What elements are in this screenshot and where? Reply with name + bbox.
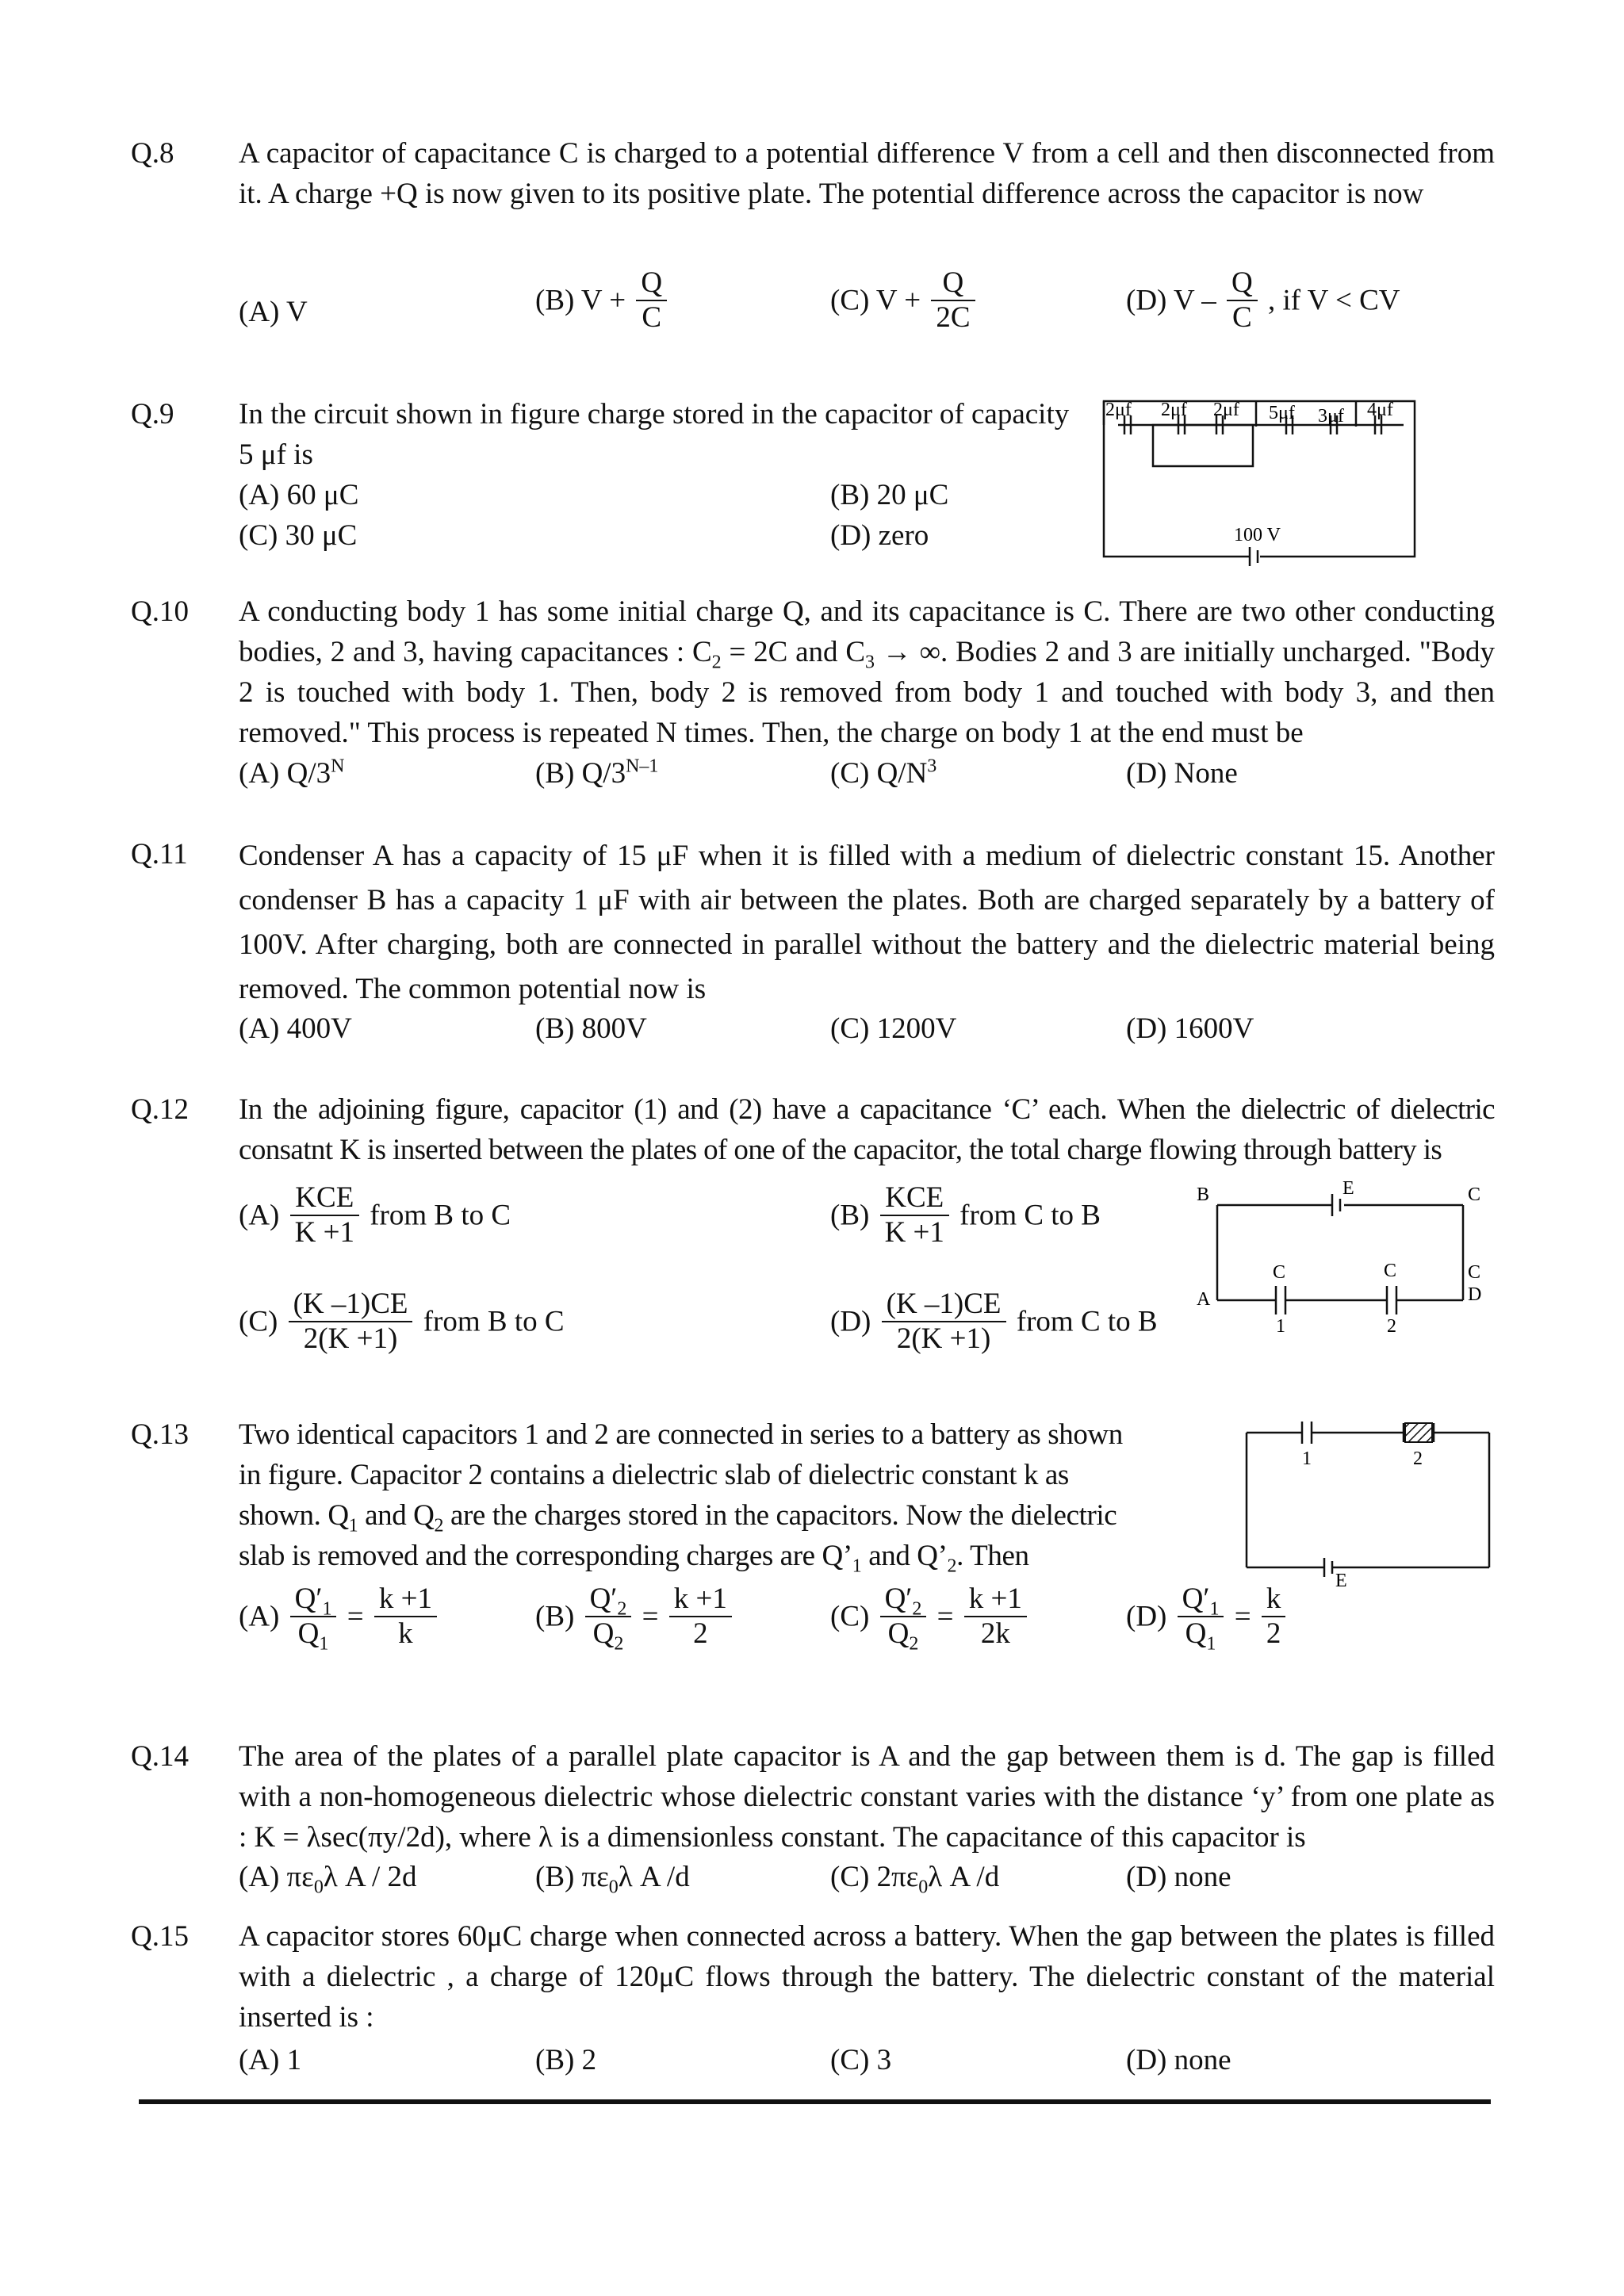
question-text: A conducting body 1 has some initial charge Q, and its capacitance is C. There are two other conducting bodies, 2 and 3, having capacitances : $C_2 = 2C$ and $C_3$ → ∞. Bodies 2 and 3 are initially uncharged. "Body 2 is touched with body 1. Then, body 2 is removed from body 1 and touched with body 3, and then removed." This process is repeated N times. Then, the charge on body 1 at the end must be xyxy=(239,595,1495,749)
node-label: D xyxy=(1468,1284,1482,1305)
option-d: (D) $\frac{Q'_1}{Q_1}$ = $\frac{k}{2}$ xyxy=(1126,1582,1289,1651)
cap-label: 2μf xyxy=(1213,400,1239,420)
option-d: (D) 1600V xyxy=(1126,1012,1254,1045)
option-c: (C) 30 μC xyxy=(239,519,358,552)
option-b: (B) $Q/3^{N-1}$ xyxy=(535,756,659,790)
option-d: (D) $\frac{(K -1)CE}{2(K +1)}$ from C to B xyxy=(830,1288,1158,1355)
cap-label: 2μf xyxy=(1105,400,1132,420)
question-number: Q.9 xyxy=(131,398,174,430)
option-c: (C) $\frac{(K -1)CE}{2(K +1)}$ from B to C xyxy=(239,1288,565,1355)
option-a: (A) 400V xyxy=(239,1012,352,1045)
circuit-figure-q13 xyxy=(1237,1415,1499,1591)
node-label: C xyxy=(1468,1184,1481,1205)
cap-label: C xyxy=(1384,1261,1397,1281)
fraction: $\frac{Q}{C}$ xyxy=(636,266,667,335)
cap-number: 2 xyxy=(1387,1316,1396,1337)
option-c: (C) $Q/N^3$ xyxy=(830,756,937,790)
question-text: In the circuit shown in figure charge stored in the capacitor of capacity 5 μf is xyxy=(239,398,1070,471)
option-c: (C) $2\pi\varepsilon_0\lambda$ A /d xyxy=(830,1861,1000,1898)
option-b: (B) $\frac{Q'_2}{Q_2}$ = $\frac{k +1}{2}$ xyxy=(535,1582,735,1651)
option-a: (A) $\pi\varepsilon_0\lambda$ A / 2d xyxy=(239,1861,417,1898)
battery-label: E xyxy=(1342,1178,1354,1199)
question-number: Q.11 xyxy=(131,838,188,871)
circuit-figure-q12 xyxy=(1193,1178,1503,1348)
cap-number: 1 xyxy=(1302,1448,1312,1469)
question-text: The area of the plates of a parallel plate capacitor is A and the gap between them is d. The gap is filled with a non-homogeneous dielectric whose dielectric constant varies with the distance ‘y’ from one plate as : K = λsec(πy/2d), where λ is a dimensionless constant. The capacitance of this capacitor is xyxy=(239,1740,1495,1854)
option-d: (D) none xyxy=(1126,1861,1231,1893)
question-text: Two identical capacitors 1 and 2 are connected in series to a battery as shown in figure. Capacitor 2 contains a dielectric slab of dielectric constant k as shown. $Q_1$ and $Q_2$ are the charges stored in the capacitors. Now the dielectric slab is removed and the corresponding charges are $Q’_1$ and $Q’_2$. Then xyxy=(239,1418,1123,1577)
option-b: (B) $\pi\varepsilon_0\lambda$ A /d xyxy=(535,1861,690,1898)
option-d: (D) zero xyxy=(830,519,929,552)
option-c: (C) 1200V xyxy=(830,1012,957,1045)
node-label: B xyxy=(1197,1184,1210,1205)
question-number: Q.14 xyxy=(131,1740,189,1773)
cap-number: 1 xyxy=(1276,1316,1285,1337)
cap-label: 5μf xyxy=(1269,403,1295,423)
option-b: (B) 800V xyxy=(535,1012,647,1045)
option-b: (B) 2 xyxy=(535,2044,597,2076)
cap-label: 2μf xyxy=(1161,400,1187,420)
cap-label: C xyxy=(1273,1262,1286,1283)
question-text: A capacitor stores 60μC charge when connected across a battery. When the gap between the plates is filled with a dielectric , a charge of 120μC flows through the battery. The dielectric constant of the material inserted is : xyxy=(239,1920,1495,2034)
option-d: (D) V – $\frac{Q}{C}$ , if V < CV xyxy=(1126,266,1400,334)
option-b: (B) 20 μC xyxy=(830,479,949,511)
option-a: (A) $\frac{Q'_1}{Q_1}$ = $\frac{k +1}{k}$ xyxy=(239,1582,440,1651)
option-a: (A) 1 xyxy=(239,2044,302,2076)
cap-label: 4μf xyxy=(1367,400,1393,420)
cap-label: 3μf xyxy=(1318,406,1344,427)
option-d: (D) none xyxy=(1126,2044,1231,2076)
fraction: $\frac{Q}{2C}$ xyxy=(931,266,975,335)
fraction: $\frac{Q}{C}$ xyxy=(1227,266,1258,335)
option-a: (A) $\frac{\text{KCE}}{K +1}$ from B to C xyxy=(239,1181,511,1249)
question-number: Q.15 xyxy=(131,1920,189,1953)
cap-number: 2 xyxy=(1413,1448,1423,1469)
option-c: (C) $\frac{Q'_2}{Q_2}$ = $\frac{k +1}{2k}$ xyxy=(830,1582,1030,1651)
node-label: A xyxy=(1197,1289,1211,1310)
option-b: (B) V + $\frac{Q}{C}$ xyxy=(535,266,670,335)
battery-label: 100 V xyxy=(1234,525,1281,545)
dielectric-slab xyxy=(1405,1423,1432,1442)
option-a: (A) 60 μC xyxy=(239,479,359,511)
question-text: A capacitor of capacitance C is charged to a potential difference V from a cell and then disconnected from it. A charge +Q is now given to its positive plate. The potential difference across the capacitor is now xyxy=(239,137,1495,210)
footer-rule xyxy=(139,2099,1491,2104)
option-d: (D) None xyxy=(1126,757,1238,790)
option-c: (C) V + $\frac{Q}{2C}$ xyxy=(830,266,979,335)
option-a: (A) $Q/3^N$ xyxy=(239,756,345,790)
question-number: Q.13 xyxy=(131,1418,189,1451)
option-a: (A) V xyxy=(239,296,308,328)
battery-label: E xyxy=(1335,1571,1347,1591)
question-number: Q.8 xyxy=(131,137,174,170)
option-c: (C) 3 xyxy=(830,2044,892,2076)
question-text: In the adjoining figure, capacitor (1) and (2) have a capacitance ‘C’ each. When the dielectric of dielectric consatnt K is inserted between the plates of one of the capacitor, the total charge flowing through battery is xyxy=(239,1093,1495,1166)
question-number: Q.12 xyxy=(131,1093,189,1126)
node-label: C xyxy=(1468,1262,1481,1283)
question-number: Q.10 xyxy=(131,595,189,628)
question-text: Condenser A has a capacity of 15 μF when it is filled with a medium of dielectric constant 15. Another condenser B has a capacity 1 μF with air between the plates. Both are charged separately by a battery of 100V. After charging, both are connected in parallel without the battery and the dielectric material being removed. The common potential now is xyxy=(239,840,1495,1005)
option-b: (B) $\frac{\text{KCE}}{K +1}$ from C to B xyxy=(830,1181,1101,1249)
circuit-figure-q9 xyxy=(1102,395,1419,561)
